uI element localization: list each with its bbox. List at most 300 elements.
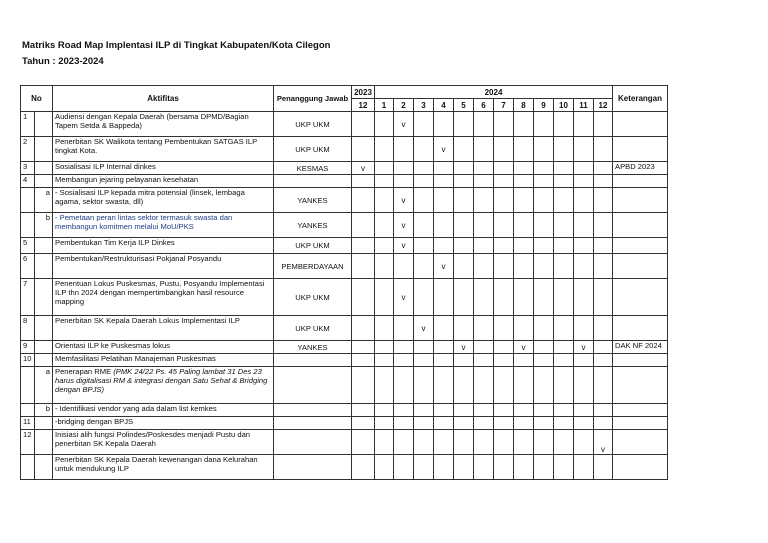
schedule-cell-2024-8 <box>514 162 534 175</box>
schedule-cell-2024-5 <box>454 254 474 279</box>
schedule-cell-2024-1 <box>375 213 394 238</box>
activity-cell <box>53 430 274 455</box>
schedule-cell-2023-12 <box>352 417 375 430</box>
schedule-cell-2024-12 <box>594 188 613 213</box>
schedule-cell-2024-10 <box>554 354 574 367</box>
activity-cell <box>53 354 274 367</box>
schedule-cell-2024-11 <box>574 162 594 175</box>
schedule-cell-2024-6 <box>474 367 494 404</box>
schedule-cell-2024-8 <box>514 254 534 279</box>
activity-cell <box>53 279 274 316</box>
schedule-cell-2024-11 <box>574 341 594 354</box>
schedule-cell-2024-5 <box>454 430 474 455</box>
header-month: 8 <box>514 99 534 112</box>
penanggung-jawab-cell: UKP UKM <box>274 137 352 162</box>
schedule-cell-2024-3 <box>414 188 434 213</box>
penanggung-jawab-cell <box>274 367 352 404</box>
activity-cell <box>53 417 274 430</box>
row-number: 4 <box>21 175 35 188</box>
penanggung-jawab-cell <box>274 175 352 188</box>
schedule-cell-2024-12 <box>594 137 613 162</box>
row-sub-label <box>35 316 53 341</box>
keterangan-cell <box>613 175 668 188</box>
schedule-cell-2024-7 <box>494 162 514 175</box>
schedule-cell-2024-7 <box>494 455 514 480</box>
schedule-cell-2024-11 <box>574 112 594 137</box>
schedule-cell-2024-2 <box>394 316 414 341</box>
penanggung-jawab-cell: UKP UKM <box>274 238 352 254</box>
schedule-cell-2024-1 <box>375 417 394 430</box>
row-sub-label <box>35 175 53 188</box>
schedule-cell-2024-4 <box>434 316 454 341</box>
schedule-cell-2024-2 <box>394 341 414 354</box>
schedule-cell-2024-5 <box>454 316 474 341</box>
activity-cell <box>53 455 274 480</box>
activity-text: - Pemetaan peran lintas sektor termasuk swasta dan membangun komitmen melalui MoU/PKS <box>55 213 233 231</box>
schedule-cell-2024-10 <box>554 254 574 279</box>
row-number <box>21 455 35 480</box>
schedule-cell-2024-7 <box>494 238 514 254</box>
row-number: 1 <box>21 112 35 137</box>
schedule-cell-2023-12 <box>352 404 375 417</box>
schedule-cell-2023-12 <box>352 188 375 213</box>
schedule-cell-2024-12 <box>594 455 613 480</box>
keterangan-cell <box>613 112 668 137</box>
schedule-cell-2023-12 <box>352 354 375 367</box>
row-sub-label <box>35 354 53 367</box>
activity-text: - Sosialisasi ILP kepada mitra potensial (linsek, lembaga agama, sektor swasta, dll) <box>55 188 245 206</box>
schedule-cell-2024-10 <box>554 455 574 480</box>
schedule-cell-2024-7 <box>494 279 514 316</box>
activity-text: Penerbitan SK Kepala Daerah Lokus Implementasi ILP <box>55 316 240 325</box>
schedule-cell-2024-6 <box>474 162 494 175</box>
schedule-cell-2024-7 <box>494 430 514 455</box>
activity-text: Orientasi ILP ke Puskesmas lokus <box>55 341 171 350</box>
schedule-cell-2024-8 <box>514 175 534 188</box>
header-month: 6 <box>474 99 494 112</box>
schedule-cell-2024-11 <box>574 188 594 213</box>
activity-cell <box>53 175 274 188</box>
row-number: 10 <box>21 354 35 367</box>
row-number <box>21 367 35 404</box>
schedule-cell-2024-6 <box>474 254 494 279</box>
schedule-cell-2024-2 <box>394 175 414 188</box>
schedule-cell-2024-8 <box>514 238 534 254</box>
schedule-cell-2024-9 <box>534 341 554 354</box>
schedule-cell-2024-6 <box>474 341 494 354</box>
schedule-cell-2024-9 <box>534 417 554 430</box>
header-month: 1 <box>375 99 394 112</box>
schedule-cell-2024-4 <box>434 354 454 367</box>
table-row <box>21 279 668 316</box>
schedule-cell-2024-1 <box>375 455 394 480</box>
row-sub-label <box>35 455 53 480</box>
check-mark: v <box>601 445 605 454</box>
row-sub-label: b <box>35 213 53 238</box>
schedule-cell-2024-11 <box>574 367 594 404</box>
schedule-cell-2024-6 <box>474 213 494 238</box>
penanggung-jawab-cell: UKP UKM <box>274 316 352 341</box>
schedule-cell-2024-5 <box>454 455 474 480</box>
row-sub-label <box>35 162 53 175</box>
activity-text: Inisiasi alih fungsi Polindes/Poskesdes menjadi Pustu dan penerbitan SK Kepala Daerah <box>55 430 251 448</box>
schedule-cell-2024-10 <box>554 404 574 417</box>
row-sub-label <box>35 112 53 137</box>
schedule-cell-2024-1 <box>375 279 394 316</box>
schedule-cell-2024-12 <box>594 112 613 137</box>
schedule-cell-2024-1 <box>375 341 394 354</box>
check-mark: v <box>441 261 446 271</box>
schedule-cell-2024-1 <box>375 137 394 162</box>
schedule-cell-2024-3 <box>414 404 434 417</box>
schedule-cell-2024-4 <box>434 279 454 316</box>
schedule-cell-2024-9 <box>534 404 554 417</box>
penanggung-jawab-cell: PEMBERDAYAAN <box>274 254 352 279</box>
row-sub-label: b <box>35 404 53 417</box>
schedule-cell-2024-9 <box>534 455 554 480</box>
check-mark: v <box>361 163 365 173</box>
schedule-cell-2023-12 <box>352 254 375 279</box>
table-body <box>21 112 668 480</box>
header-month: 2 <box>394 99 414 112</box>
schedule-cell-2024-4 <box>434 137 454 162</box>
schedule-cell-2024-8 <box>514 213 534 238</box>
activity-text: Penentuan Lokus Puskesmas, Pustu, Posyandu Implementasi ILP thn 2024 dengan mempertimbangkan hasil resource mapping <box>55 279 265 306</box>
schedule-cell-2024-7 <box>494 137 514 162</box>
schedule-cell-2024-8 <box>514 279 534 316</box>
schedule-cell-2024-10 <box>554 238 574 254</box>
row-number: 2 <box>21 137 35 162</box>
row-sub-label: a <box>35 188 53 213</box>
schedule-cell-2024-5 <box>454 404 474 417</box>
table-row <box>21 417 668 430</box>
schedule-cell-2024-6 <box>474 137 494 162</box>
schedule-cell-2024-10 <box>554 279 574 316</box>
schedule-cell-2023-12 <box>352 112 375 137</box>
schedule-cell-2024-9 <box>534 354 554 367</box>
schedule-cell-2024-9 <box>534 175 554 188</box>
activity-text: Memfasilitasi Pelatihan Manajeman Puskesmas <box>55 354 216 363</box>
schedule-cell-2024-10 <box>554 367 574 404</box>
penanggung-jawab-cell: UKP UKM <box>274 279 352 316</box>
row-number: 7 <box>21 279 35 316</box>
schedule-cell-2024-9 <box>534 316 554 341</box>
schedule-cell-2024-1 <box>375 254 394 279</box>
schedule-cell-2024-3 <box>414 137 434 162</box>
schedule-cell-2024-11 <box>574 354 594 367</box>
schedule-cell-2024-7 <box>494 341 514 354</box>
activity-text: Membangun jejaring pelayanan kesehatan <box>55 175 199 184</box>
penanggung-jawab-cell <box>274 430 352 455</box>
schedule-cell-2023-12 <box>352 175 375 188</box>
schedule-cell-2024-3 <box>414 162 434 175</box>
schedule-cell-2024-5 <box>454 341 474 354</box>
schedule-cell-2024-9 <box>534 213 554 238</box>
schedule-cell-2024-6 <box>474 354 494 367</box>
schedule-cell-2024-1 <box>375 112 394 137</box>
row-number: 8 <box>21 316 35 341</box>
row-number: 5 <box>21 238 35 254</box>
schedule-cell-2024-7 <box>494 188 514 213</box>
schedule-cell-2024-2 <box>394 354 414 367</box>
schedule-cell-2024-9 <box>534 367 554 404</box>
table-row <box>21 455 668 480</box>
activity-cell <box>53 316 274 341</box>
schedule-cell-2024-7 <box>494 354 514 367</box>
schedule-cell-2024-1 <box>375 162 394 175</box>
schedule-cell-2024-12 <box>594 430 613 455</box>
schedule-cell-2024-11 <box>574 137 594 162</box>
schedule-cell-2024-4 <box>434 367 454 404</box>
keterangan-cell <box>613 188 668 213</box>
activity-cell <box>53 213 274 238</box>
header-year-2024: 2024 <box>375 86 613 99</box>
keterangan-cell <box>613 279 668 316</box>
schedule-cell-2024-3 <box>414 112 434 137</box>
schedule-cell-2024-11 <box>574 316 594 341</box>
schedule-cell-2024-3 <box>414 213 434 238</box>
header-month: 3 <box>414 99 434 112</box>
keterangan-cell <box>613 354 668 367</box>
keterangan-cell: APBD 2023 <box>613 162 668 175</box>
schedule-cell-2024-3 <box>414 341 434 354</box>
activity-cell <box>53 341 274 354</box>
header-month: 10 <box>554 99 574 112</box>
schedule-cell-2024-12 <box>594 316 613 341</box>
activity-text: Pembentukan Tim Kerja ILP Dinkes <box>55 238 175 247</box>
schedule-cell-2024-10 <box>554 112 574 137</box>
schedule-cell-2024-5 <box>454 188 474 213</box>
header-month: 4 <box>434 99 454 112</box>
schedule-cell-2024-7 <box>494 254 514 279</box>
check-mark: v <box>441 144 446 154</box>
schedule-cell-2024-11 <box>574 254 594 279</box>
schedule-cell-2024-2 <box>394 430 414 455</box>
schedule-cell-2023-12 <box>352 238 375 254</box>
schedule-cell-2024-12 <box>594 367 613 404</box>
schedule-cell-2024-4 <box>434 430 454 455</box>
row-sub-label <box>35 279 53 316</box>
schedule-cell-2024-10 <box>554 430 574 455</box>
penanggung-jawab-cell <box>274 455 352 480</box>
schedule-cell-2024-3 <box>414 417 434 430</box>
keterangan-cell <box>613 254 668 279</box>
schedule-cell-2023-12 <box>352 162 375 175</box>
schedule-cell-2024-3 <box>414 175 434 188</box>
header-aktifitas: Aktifitas <box>53 86 274 112</box>
schedule-cell-2024-11 <box>574 404 594 417</box>
schedule-cell-2024-12 <box>594 175 613 188</box>
activity-cell <box>53 162 274 175</box>
header-year-2023: 2023 <box>352 86 375 99</box>
check-mark: v <box>421 323 426 333</box>
schedule-cell-2024-1 <box>375 430 394 455</box>
header-month-2023-12: 12 <box>352 99 375 112</box>
schedule-cell-2024-4 <box>434 175 454 188</box>
schedule-cell-2023-12 <box>352 316 375 341</box>
table-row <box>21 354 668 367</box>
schedule-cell-2024-1 <box>375 175 394 188</box>
schedule-cell-2024-4 <box>434 254 454 279</box>
schedule-cell-2023-12 <box>352 279 375 316</box>
activity-text: - Identifikasi vendor yang ada dalam list kemkes <box>55 404 217 413</box>
row-sub-label <box>35 341 53 354</box>
keterangan-cell <box>613 417 668 430</box>
schedule-cell-2024-2 <box>394 137 414 162</box>
schedule-cell-2024-2 <box>394 213 414 238</box>
schedule-cell-2024-8 <box>514 367 534 404</box>
table-row <box>21 188 668 213</box>
schedule-cell-2023-12 <box>352 455 375 480</box>
row-number: 3 <box>21 162 35 175</box>
activity-cell <box>53 238 274 254</box>
header-keterangan: Keterangan <box>613 86 668 112</box>
penanggung-jawab-cell: KESMAS <box>274 162 352 175</box>
row-sub-label <box>35 417 53 430</box>
schedule-cell-2024-7 <box>494 175 514 188</box>
schedule-cell-2023-12 <box>352 137 375 162</box>
row-sub-label <box>35 137 53 162</box>
keterangan-cell <box>613 316 668 341</box>
schedule-cell-2024-11 <box>574 455 594 480</box>
table-row <box>21 238 668 254</box>
schedule-cell-2024-6 <box>474 112 494 137</box>
schedule-cell-2024-12 <box>594 238 613 254</box>
header-no: No <box>21 86 53 112</box>
schedule-cell-2024-12 <box>594 417 613 430</box>
schedule-cell-2024-5 <box>454 238 474 254</box>
table-row <box>21 404 668 417</box>
schedule-cell-2024-8 <box>514 341 534 354</box>
schedule-cell-2024-11 <box>574 430 594 455</box>
check-mark: v <box>461 342 466 352</box>
schedule-cell-2024-3 <box>414 279 434 316</box>
schedule-cell-2024-11 <box>574 417 594 430</box>
table-row <box>21 175 668 188</box>
schedule-cell-2024-1 <box>375 404 394 417</box>
schedule-cell-2024-10 <box>554 137 574 162</box>
schedule-cell-2024-11 <box>574 213 594 238</box>
header-month: 7 <box>494 99 514 112</box>
schedule-cell-2024-7 <box>494 316 514 341</box>
header-month: 12 <box>594 99 613 112</box>
activity-note: (PMK 24/22 Ps. 45 Paling lambat 31 Des 23 harus digitalisasi RM & integrasi dengan Satu Sehat & Bridging dengan BPJS) <box>55 367 268 394</box>
activity-cell <box>53 254 274 279</box>
activity-text: Sosialisasi ILP Internal dinkes <box>55 162 156 171</box>
table-row <box>21 162 668 175</box>
schedule-cell-2024-6 <box>474 238 494 254</box>
schedule-cell-2024-9 <box>534 254 554 279</box>
schedule-cell-2024-6 <box>474 279 494 316</box>
schedule-cell-2024-2 <box>394 238 414 254</box>
schedule-cell-2024-9 <box>534 430 554 455</box>
activity-cell <box>53 112 274 137</box>
penanggung-jawab-cell: YANKES <box>274 188 352 213</box>
schedule-cell-2024-3 <box>414 316 434 341</box>
schedule-cell-2024-10 <box>554 213 574 238</box>
penanggung-jawab-cell: YANKES <box>274 341 352 354</box>
schedule-cell-2024-6 <box>474 404 494 417</box>
activity-text: Penerapan RME <box>55 367 112 376</box>
schedule-cell-2024-2 <box>394 417 414 430</box>
check-mark: v <box>521 342 526 352</box>
schedule-cell-2024-12 <box>594 404 613 417</box>
schedule-cell-2023-12 <box>352 367 375 404</box>
schedule-cell-2024-5 <box>454 112 474 137</box>
schedule-cell-2024-1 <box>375 367 394 404</box>
activity-text: Pembentukan/Restrukturisasi Pokjanal Posyandu <box>55 254 222 263</box>
schedule-cell-2024-4 <box>434 455 454 480</box>
schedule-cell-2024-12 <box>594 279 613 316</box>
header-month: 5 <box>454 99 474 112</box>
schedule-cell-2024-12 <box>594 254 613 279</box>
keterangan-cell <box>613 367 668 404</box>
header-penanggung-jawab: Penanggung Jawab <box>274 86 352 112</box>
schedule-cell-2024-11 <box>574 175 594 188</box>
schedule-cell-2023-12 <box>352 430 375 455</box>
schedule-cell-2024-5 <box>454 175 474 188</box>
keterangan-cell <box>613 455 668 480</box>
row-number <box>21 188 35 213</box>
activity-text: Penerbitan SK Kepala Daerah kewenangan dana Kelurahan untuk mendukung ILP <box>55 455 258 473</box>
schedule-cell-2024-2 <box>394 188 414 213</box>
row-sub-label <box>35 238 53 254</box>
keterangan-cell: DAK NF 2024 <box>613 341 668 354</box>
schedule-cell-2024-10 <box>554 417 574 430</box>
check-mark: v <box>401 241 406 250</box>
schedule-cell-2024-2 <box>394 162 414 175</box>
table-row <box>21 254 668 279</box>
activity-cell <box>53 137 274 162</box>
row-sub-label <box>35 254 53 279</box>
penanggung-jawab-cell <box>274 354 352 367</box>
penanggung-jawab-cell <box>274 417 352 430</box>
keterangan-cell <box>613 430 668 455</box>
activity-text: Penerbitan SK Walikota tentang Pembentukan SATGAS ILP tingkat Kota. <box>55 137 258 155</box>
activity-text: -bridging dengan BPJS <box>55 417 134 426</box>
schedule-cell-2024-12 <box>594 162 613 175</box>
schedule-cell-2024-7 <box>494 404 514 417</box>
schedule-cell-2024-2 <box>394 404 414 417</box>
row-number: 12 <box>21 430 35 455</box>
schedule-cell-2024-6 <box>474 430 494 455</box>
schedule-cell-2024-8 <box>514 354 534 367</box>
schedule-cell-2024-9 <box>534 188 554 213</box>
row-number <box>21 404 35 417</box>
schedule-cell-2024-7 <box>494 417 514 430</box>
schedule-cell-2024-2 <box>394 254 414 279</box>
schedule-cell-2024-5 <box>454 213 474 238</box>
schedule-cell-2024-12 <box>594 213 613 238</box>
schedule-cell-2024-2 <box>394 455 414 480</box>
schedule-cell-2024-1 <box>375 188 394 213</box>
schedule-cell-2024-5 <box>454 354 474 367</box>
schedule-cell-2024-3 <box>414 238 434 254</box>
schedule-cell-2024-9 <box>534 112 554 137</box>
schedule-cell-2024-1 <box>375 354 394 367</box>
activity-cell <box>53 404 274 417</box>
table-row <box>21 137 668 162</box>
schedule-cell-2024-8 <box>514 404 534 417</box>
schedule-cell-2024-1 <box>375 238 394 254</box>
check-mark: v <box>401 220 406 230</box>
schedule-cell-2024-9 <box>534 162 554 175</box>
schedule-cell-2024-1 <box>375 316 394 341</box>
schedule-cell-2024-5 <box>454 137 474 162</box>
schedule-cell-2024-2 <box>394 279 414 316</box>
schedule-cell-2024-4 <box>434 417 454 430</box>
row-number: 9 <box>21 341 35 354</box>
